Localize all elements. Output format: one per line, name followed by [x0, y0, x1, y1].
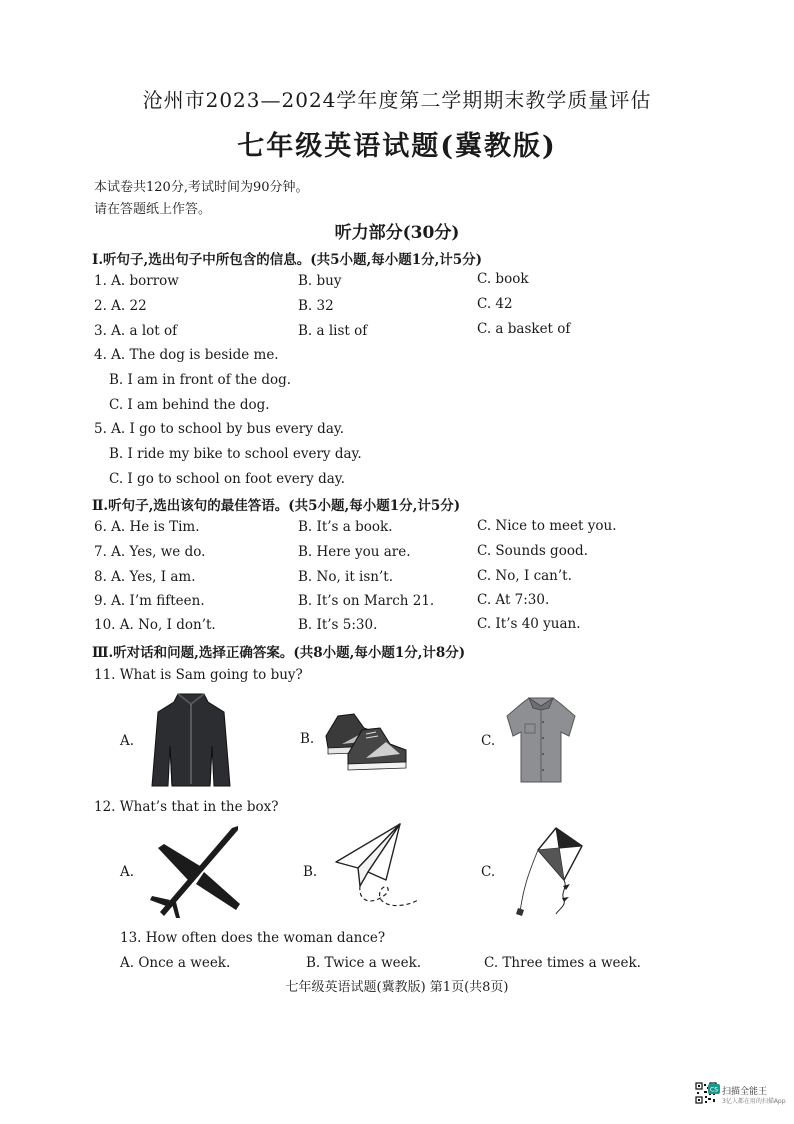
q6-option-b: B. It’s a book.	[298, 519, 393, 535]
q8-option-b: B. No, it isn’t.	[298, 569, 394, 585]
q4-option-a: 4. A. The dog is beside me.	[94, 347, 279, 363]
q5-option-b: B. I ride my bike to school every day.	[109, 446, 362, 462]
q9-option-b: B. It’s on March 21.	[298, 593, 435, 609]
q12-option-c-label: C.	[481, 864, 496, 880]
page-footer: 七年级英语试题(冀教版) 第1页(共8页)	[285, 980, 509, 995]
shirt-picture	[505, 694, 577, 784]
q2-option-a: 2. A. 22	[94, 298, 147, 314]
svg-text:CS: CS	[710, 1086, 718, 1094]
q3-option-c: C. a basket of	[477, 321, 571, 337]
q4-option-c: C. I am behind the dog.	[109, 397, 270, 413]
kite-picture	[506, 826, 586, 916]
q1-option-a: 1. A. borrow	[94, 273, 179, 289]
airplane-picture	[146, 822, 242, 920]
sneakers-picture	[320, 706, 410, 774]
q5-option-c: C. I go to school on foot every day.	[109, 471, 345, 487]
q13-option-b: B. Twice a week.	[306, 955, 422, 971]
jacket-picture	[150, 690, 232, 790]
q3-option-a: 3. A. a lot of	[94, 323, 178, 339]
q5-option-a: 5. A. I go to school by bus every day.	[94, 421, 344, 437]
q12-question: 12. What’s that in the box?	[94, 799, 279, 815]
intro-line1: 本试卷共120分,考试时间为90分钟。	[94, 180, 309, 195]
q10-option-b: B. It’s 5:30.	[298, 617, 378, 633]
q8-option-c: C. No, I can’t.	[477, 568, 572, 584]
exam-title-line2: 七年级英语试题(冀教版)	[237, 131, 557, 162]
q3-option-b: B. a list of	[298, 323, 368, 339]
part2-heading: Ⅱ.听句子,选出该句的最佳答语。(共5小题,每小题1分,计5分)	[92, 498, 461, 514]
q9-option-c: C. At 7:30.	[477, 592, 550, 608]
scanner-brand-name: 扫描全能王	[722, 1087, 768, 1097]
q10-option-c: C. It’s 40 yuan.	[477, 616, 581, 632]
intro-line2: 请在答题纸上作答。	[94, 202, 212, 217]
q2-option-c: C. 42	[477, 296, 513, 312]
q13-question: 13. How often does the woman dance?	[120, 930, 386, 946]
q9-option-a: 9. A. I’m fifteen.	[94, 593, 205, 609]
q13-option-a: A. Once a week.	[120, 955, 231, 971]
q12-option-b-label: B.	[303, 864, 318, 880]
q1-option-b: B. buy	[298, 273, 342, 289]
q6-option-a: 6. A. He is Tim.	[94, 519, 200, 535]
q6-option-c: C. Nice to meet you.	[477, 518, 617, 534]
q11-option-a-label: A.	[120, 733, 135, 749]
q2-option-b: B. 32	[298, 298, 334, 314]
q7-option-a: 7. A. Yes, we do.	[94, 544, 206, 560]
q4-option-b: B. I am in front of the dog.	[109, 372, 292, 388]
part1-heading: Ⅰ.听句子,选出句子中所包含的信息。(共5小题,每小题1分,计5分)	[92, 252, 483, 268]
q11-question: 11. What is Sam going to buy?	[94, 667, 303, 683]
part3-heading: Ⅲ.听对话和问题,选择正确答案。(共8小题,每小题1分,计8分)	[92, 645, 466, 661]
q7-option-b: B. Here you are.	[298, 544, 411, 560]
paper-plane-picture	[330, 820, 422, 918]
q8-option-a: 8. A. Yes, I am.	[94, 569, 196, 585]
exam-title-line1: 沧州市2023—2024学年度第二学期期末教学质量评估	[142, 88, 652, 112]
scanner-brand-tagline: 3亿人都在用的扫描App	[722, 1098, 786, 1105]
q12-option-a-label: A.	[120, 864, 135, 880]
q13-option-c: C. Three times a week.	[484, 955, 641, 971]
camscanner-logo-icon	[708, 1084, 720, 1094]
q11-option-c-label: C.	[481, 733, 496, 749]
q1-option-c: C. book	[477, 271, 529, 287]
section-title: 听力部分(30分)	[334, 223, 460, 243]
q11-option-b-label: B.	[300, 731, 315, 747]
q7-option-c: C. Sounds good.	[477, 543, 588, 559]
q10-option-a: 10. A. No, I don’t.	[94, 617, 216, 633]
